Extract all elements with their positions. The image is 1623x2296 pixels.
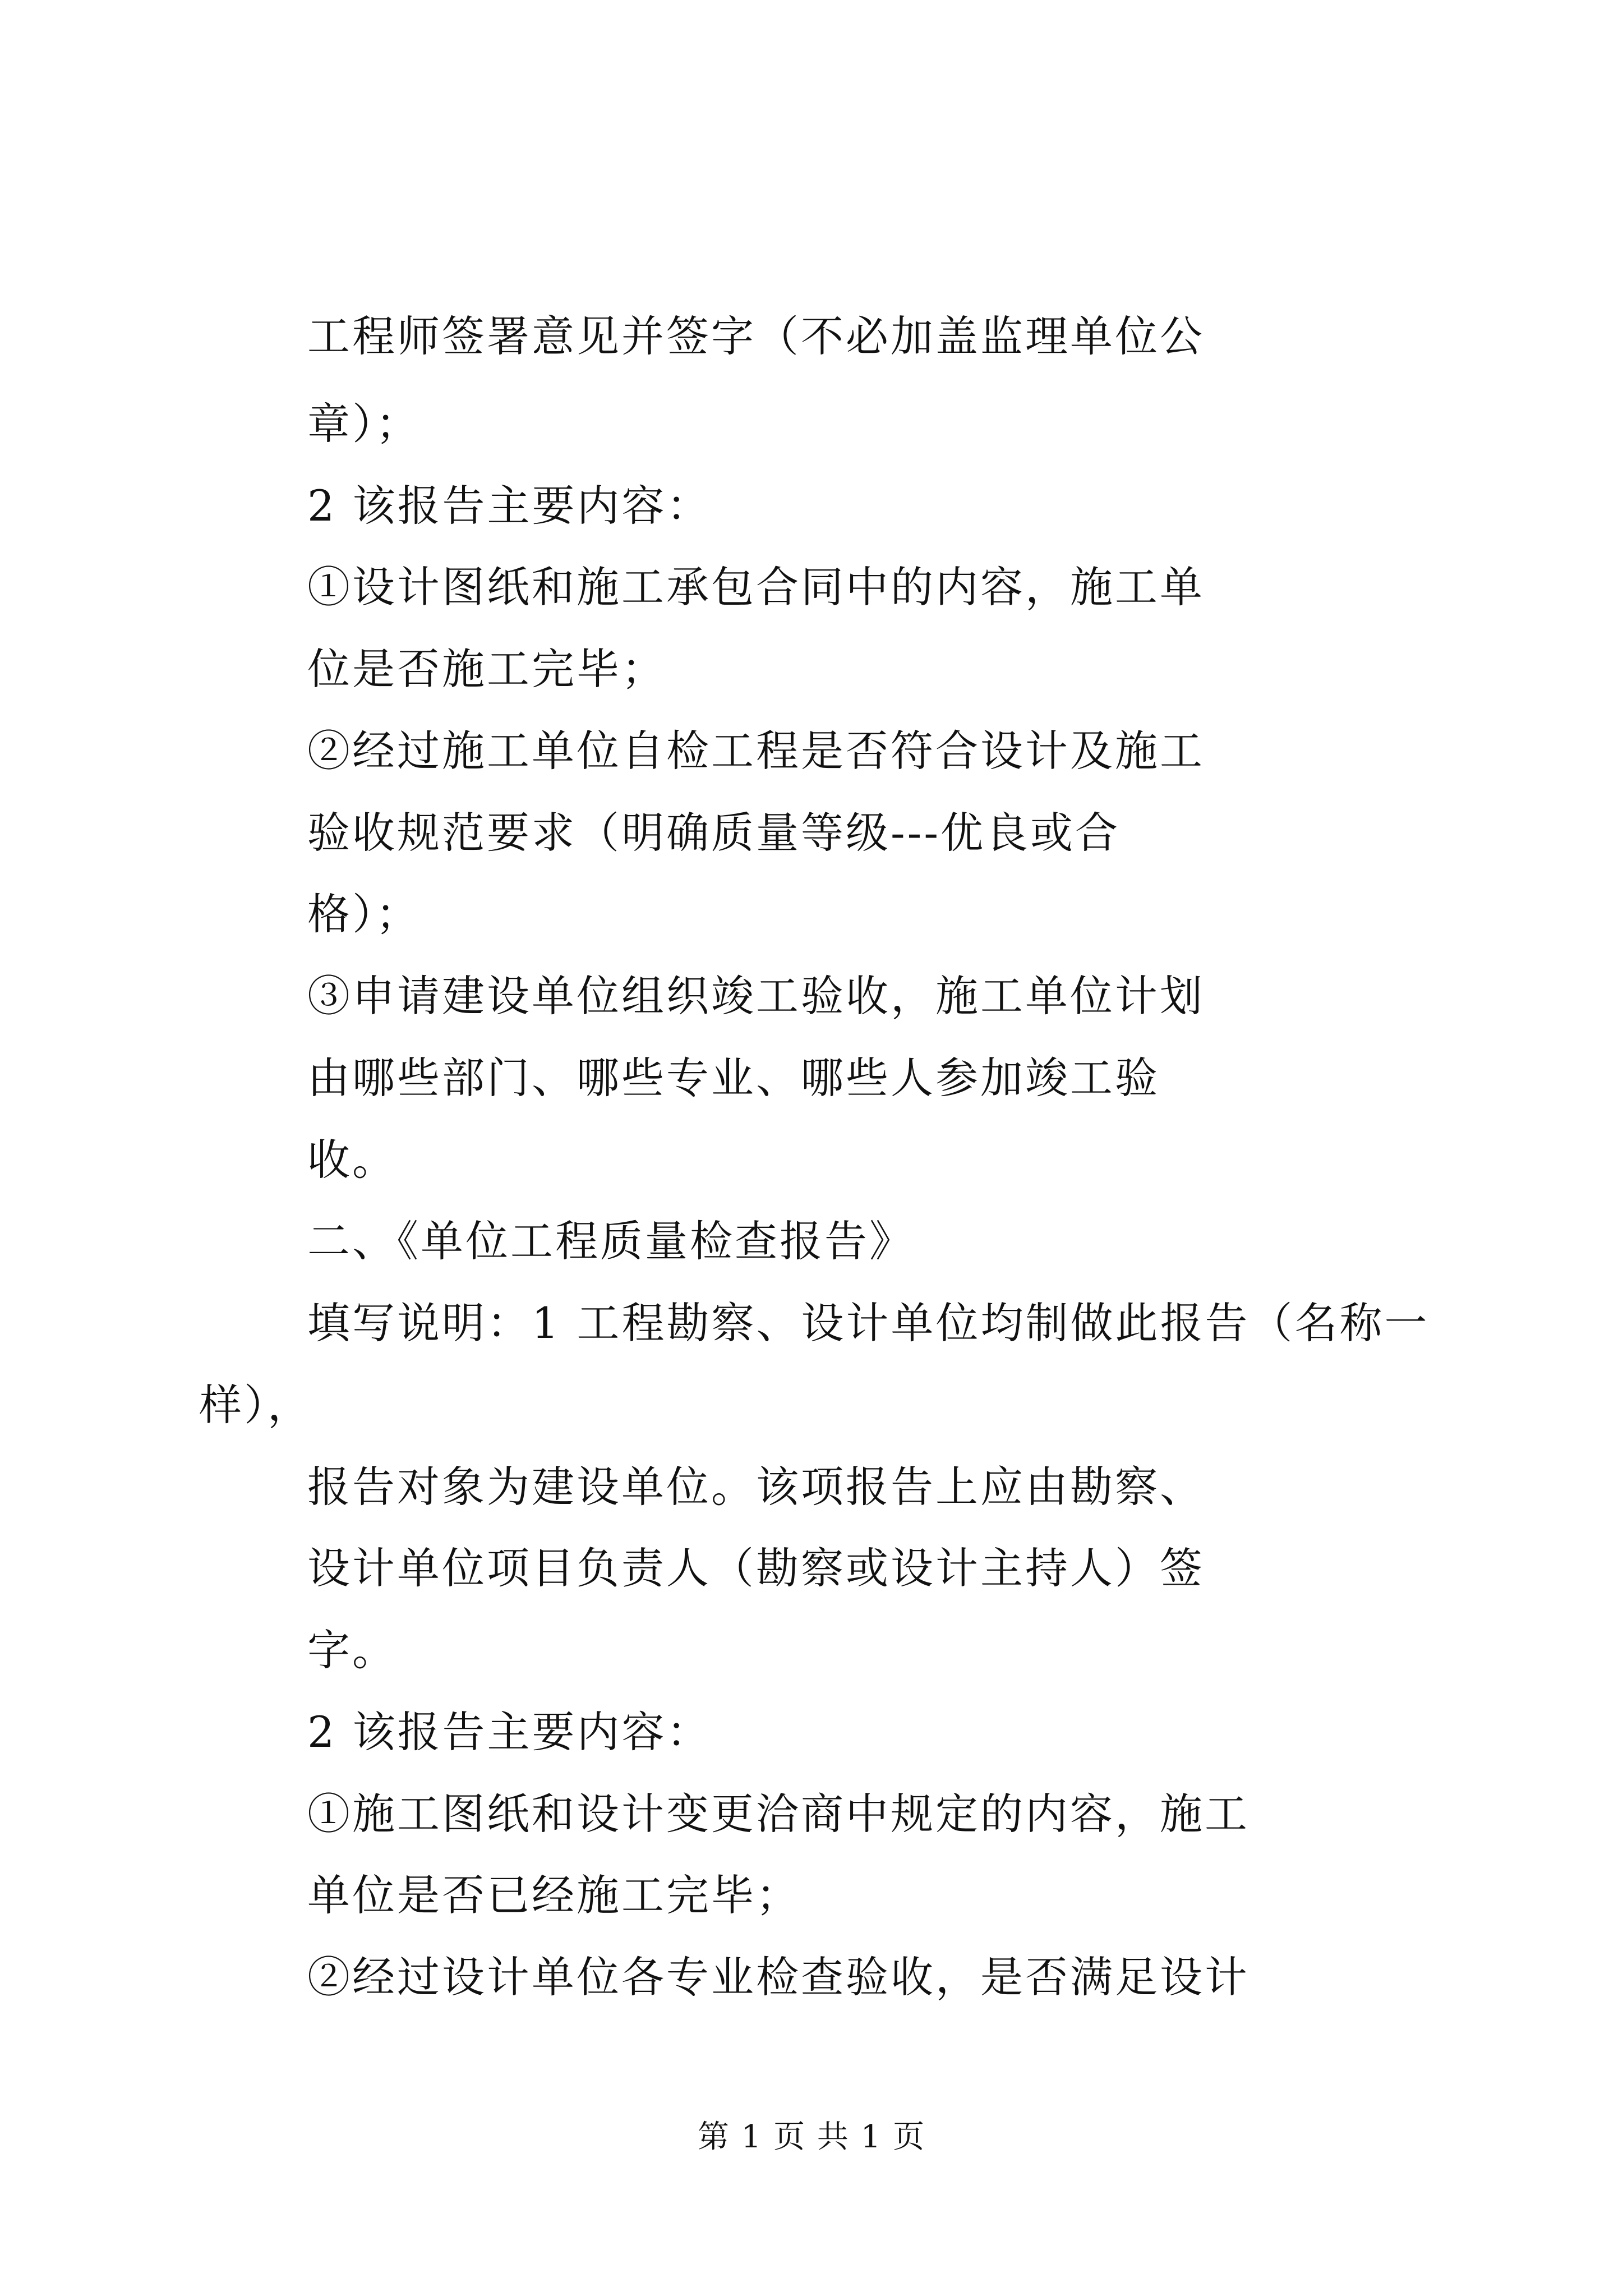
body-line: ①施工图纸和设计变更洽商中规定的内容，施工 — [307, 1789, 1249, 1839]
body-line: 位是否施工完毕； — [307, 644, 666, 694]
body-line: 由哪些部门、哪些专业、哪些人参加竣工验 — [307, 1053, 1160, 1103]
body-line: 2 该报告主要内容： — [307, 481, 712, 531]
body-line: ①设计图纸和施工承包合同中的内容，施工单 — [307, 562, 1205, 612]
body-line: 填写说明：1 工程勘察、设计单位均制做此报告（名称一 — [307, 1298, 1430, 1348]
body-line: 章）； — [307, 399, 421, 449]
body-line: 工程师签署意见并签字（不必加盖监理单位公 — [307, 311, 1205, 361]
body-line: 字。 — [307, 1625, 397, 1675]
body-line: 收。 — [307, 1135, 397, 1185]
body-line: ③申请建设单位组织竣工验收，施工单位计划 — [307, 971, 1205, 1021]
page-footer: 第 1 页 共 1 页 — [697, 2119, 926, 2155]
body-line: ②经过施工单位自检工程是否符合设计及施工 — [307, 726, 1205, 776]
body-line: 格）； — [307, 889, 421, 939]
body-line: 设计单位项目负责人（勘察或设计主持人）签 — [307, 1543, 1205, 1593]
body-line: 报告对象为建设单位。该项报告上应由勘察、 — [307, 1462, 1205, 1512]
body-line: 单位是否已经施工完毕； — [307, 1870, 801, 1920]
body-line: ②经过设计单位各专业检查验收，是否满足设计 — [307, 1952, 1249, 2002]
body-line: 样）， — [199, 1380, 312, 1430]
body-line: 2 该报告主要内容： — [307, 1707, 712, 1757]
section-heading: 二、《单位工程质量检查报告》 — [307, 1216, 914, 1266]
body-line: 验收规范要求（明确质量等级---优良或合 — [307, 808, 1121, 858]
